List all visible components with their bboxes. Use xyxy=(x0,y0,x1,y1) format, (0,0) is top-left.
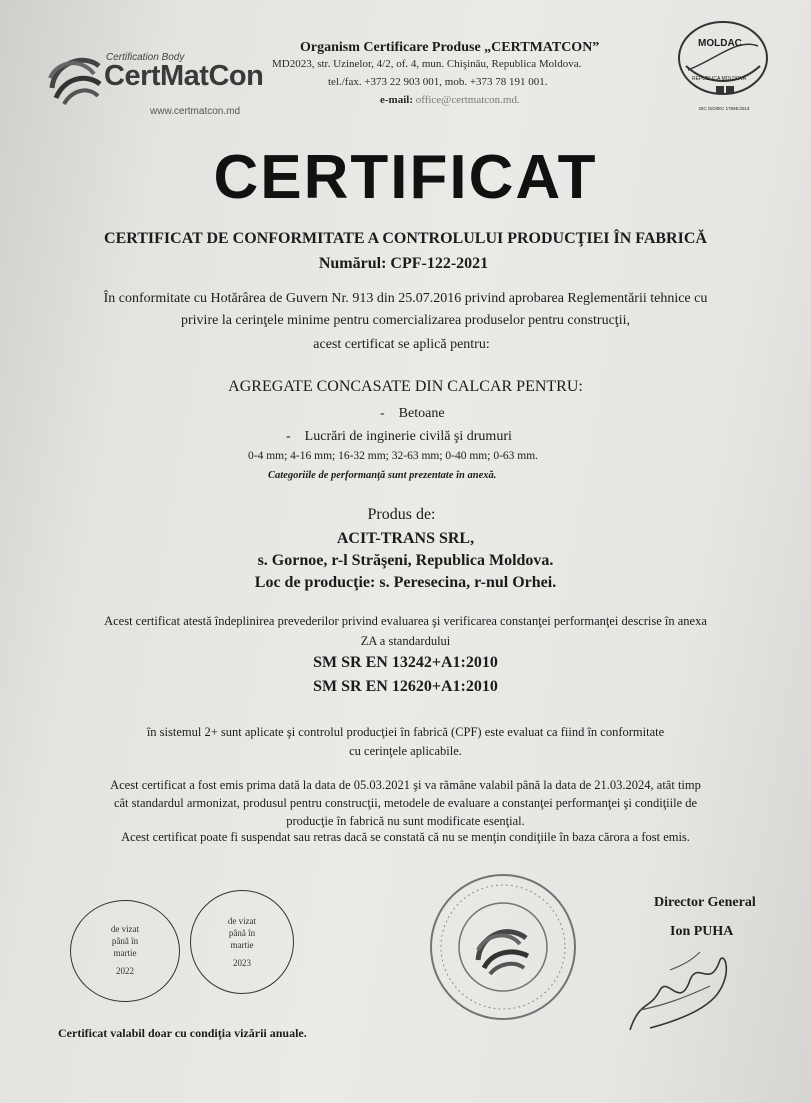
validity-line-2: cât standardul armonizat, produsul pentru construcţii, metodele de evaluare a constanţei performanţei şi condiţiile de xyxy=(113,796,698,810)
validity-line-1: Acest certificat a fost emis prima dată la data de 05.03.2021 şi va rămâne valabil până la data de 21.03.2024, atât timp xyxy=(110,778,701,792)
swirl-logo-icon xyxy=(44,48,106,108)
attest-line-2: ZA a standardului xyxy=(360,634,451,648)
logo-url: www.certmatcon.md xyxy=(150,106,241,117)
organization-seal-icon xyxy=(428,872,578,1022)
product-item-2: - Lucrări de inginerie civilă şi drumuri xyxy=(286,429,512,444)
intro-line-2: privire la cerinţele minime pentru comercializarea produselor pentru construcţii, xyxy=(181,313,630,328)
system-line-2: cu cerinţele aplicabile. xyxy=(349,744,462,758)
visa-stamp-2023 xyxy=(190,890,294,994)
product-note: Categoriile de performanţă sunt prezentate în anexă. xyxy=(268,470,497,481)
product-title: AGREGATE CONCASATE DIN CALCAR PENTRU: xyxy=(228,378,583,395)
intro-line-3: acest certificat se aplică pentru: xyxy=(313,337,490,352)
organization-email-row xyxy=(380,94,520,106)
organization-title: Organism Certificare Produse „CERTMATCON” xyxy=(300,40,600,55)
logo-name: CertMatCon xyxy=(104,60,264,92)
organization-address: MD2023, str. Uzinelor, 4/2, of. 4, mun. Chişinău, Republica Moldova. xyxy=(272,58,582,70)
certmatcon-logo xyxy=(44,44,264,124)
visa-stamp-2023-line-2: până în xyxy=(228,928,256,938)
validity-line-3: producţie în fabrică nu sunt modificate esenţial. xyxy=(286,814,525,828)
moldac-name: MOLDAC xyxy=(698,38,742,49)
system-line-1: în sistemul 2+ sunt aplicate şi controlul producţiei în fabrică (CPF) este evaluat ca fiind în conformitate xyxy=(146,725,665,739)
production-location: Loc de producţie: s. Peresecina, r-nul Orhei. xyxy=(254,574,557,591)
visa-stamp-2022-line-2: până în xyxy=(111,936,139,946)
signature-name: Ion PUHA xyxy=(670,924,734,939)
moldac-accreditation-mark xyxy=(668,18,778,118)
intro-line-1: În conformitate cu Hotărârea de Guvern Nr. 913 din 25.07.2016 privind aprobarea Reglementării tehnice cu xyxy=(103,291,708,306)
standard-1: SM SR EN 13242+A1:2010 xyxy=(313,654,498,671)
moldac-subtitle: REPUBLICA MOLDOVA xyxy=(692,76,747,82)
moldac-emblem-icon xyxy=(668,18,778,104)
email-label: e-mail: xyxy=(380,94,413,106)
visa-stamp-2023-line-3: martie xyxy=(230,940,254,950)
producer-label: Produs de: xyxy=(367,506,436,523)
organization-phone: tel./fax. +373 22 903 001, mob. +373 78 191 001. xyxy=(328,76,548,88)
certificate-number: Numărul: CPF-122-2021 xyxy=(318,255,489,272)
product-item-1: - Betoane xyxy=(380,406,445,421)
visa-stamp-2023-line-1: de vizat xyxy=(227,916,257,926)
visa-stamp-2022-line-1: de vizat xyxy=(110,924,140,934)
visa-stamp-2022-line-3: martie xyxy=(113,948,137,958)
certificate-title: CERTIFICAT xyxy=(213,143,598,212)
signature-role: Director General xyxy=(654,895,756,910)
footer-note: Certificat valabil doar cu condiţia vizării anuale. xyxy=(58,1026,307,1040)
moldac-small-text: OIC ISO/IEC 17065:2013 xyxy=(698,106,750,111)
email-value: office@certmatcon.md. xyxy=(415,94,520,106)
product-item-2-text: Lucrări de inginerie civilă şi drumuri xyxy=(304,429,512,444)
standard-2: SM SR EN 12620+A1:2010 xyxy=(313,678,498,695)
visa-stamp-2022-year: 2022 xyxy=(116,966,134,976)
visa-stamp-2022 xyxy=(70,900,180,1002)
certificate-subtitle: CERTIFICAT DE CONFORMITATE A CONTROLULUI PRODUCŢIEI ÎN FABRICĂ xyxy=(104,230,707,247)
visa-stamp-2023-year: 2023 xyxy=(233,958,251,968)
producer-name: ACIT-TRANS SRL, xyxy=(336,530,475,547)
attest-line-1: Acest certificat atestă îndeplinirea prevederilor privind evaluarea şi verificarea constanţei performanţei descrise în anexa xyxy=(104,614,707,628)
product-sizes: 0-4 mm; 4-16 mm; 16-32 mm; 32-63 mm; 0-40 mm; 0-63 mm. xyxy=(248,450,539,462)
producer-address: s. Gornoe, r-l Străşeni, Republica Moldova. xyxy=(257,552,554,569)
validity-line-4: Acest certificat poate fi suspendat sau retras dacă se constată că nu se menţin condiţiile în baza cărora a fost emis. xyxy=(121,830,690,844)
handwritten-signature-icon xyxy=(620,940,740,1040)
product-item-1-text: Betoane xyxy=(398,406,445,421)
logo-body-label: Certification Body xyxy=(106,52,185,63)
